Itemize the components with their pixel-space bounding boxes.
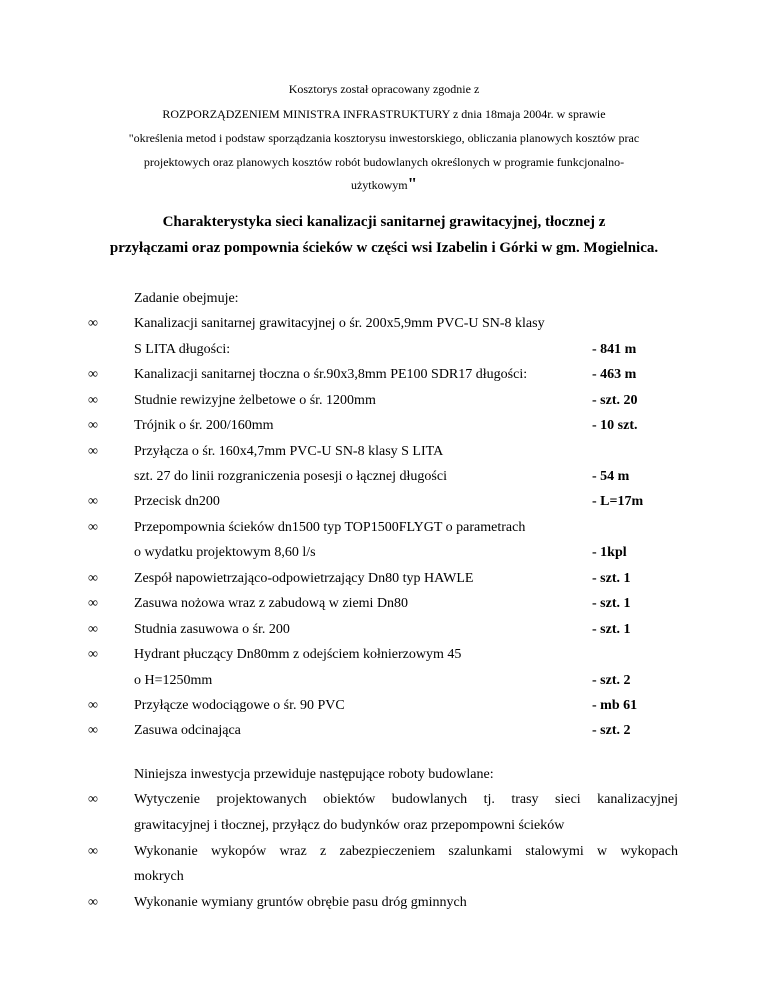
header-line-3: "określenia metod i podstaw sporządzania kosztorysu inwestorskiego, obliczania planowych kosztów prac: [128, 131, 640, 145]
bullet-icon: ∞: [88, 792, 98, 807]
closing-quote: ": [407, 174, 418, 193]
bullet-icon: ∞: [88, 367, 98, 382]
scope-item-text: Studnie rewizyjne żelbetowe o śr. 1200mm: [134, 393, 376, 408]
header-line-1: Kosztorys został opracowany zgodnie z: [288, 82, 480, 96]
scope-heading: Zadanie obejmuje:: [134, 291, 239, 306]
scope-item-value: - szt. 1: [592, 622, 631, 637]
scope-item-text-cont: o H=1250mm: [134, 673, 213, 688]
scope-item-text: Przyłącza o śr. 160x4,7mm PVC-U SN-8 klasy S LITA: [134, 444, 444, 459]
scope-item-text: Trójnik o śr. 200/160mm: [134, 418, 274, 433]
scope-item-text: Przepompownia ścieków dn1500 typ TOP1500FLYGT o parametrach: [134, 520, 526, 535]
scope-item-value: - szt. 2: [592, 673, 631, 688]
scope-item-text: Przecisk dn200: [134, 494, 220, 509]
scope-item-value: - 463 m: [592, 367, 637, 382]
bullet-icon: ∞: [88, 895, 98, 910]
header-line-5: [0, 174, 768, 194]
header-line-2: ROZPORZĄDZENIEM MINISTRA INFRASTRUKTURY z dnia 18maja 2004r. w sprawie: [162, 107, 606, 121]
scope-item-text: Kanalizacji sanitarnej grawitacyjnej o śr. 200x5,9mm PVC-U SN-8 klasy: [134, 316, 545, 331]
scope-item-value: - szt. 1: [592, 596, 631, 611]
bullet-icon: ∞: [88, 723, 98, 738]
works-heading: Niniejsza inwestycja przewiduje następujące roboty budowlane:: [134, 767, 494, 782]
scope-item-text: Studnia zasuwowa o śr. 200: [134, 622, 290, 637]
title-line-1: Charakterystyka sieci kanalizacji sanitarnej grawitacyjnej, tłocznej z: [162, 214, 606, 230]
bullet-icon: ∞: [88, 698, 98, 713]
title-line-2: przyłączami oraz pompownia ścieków w części wsi Izabelin i Górki w gm. Mogielnica.: [109, 240, 659, 256]
scope-item-text: Zasuwa nożowa wraz z zabudową w ziemi Dn80: [134, 596, 409, 611]
works-item-line: Wykonanie wykopów wraz z zabezpieczeniem szalunkami stalowymi w wykopach: [134, 844, 678, 859]
bullet-icon: ∞: [88, 520, 98, 535]
bullet-icon: ∞: [88, 844, 98, 859]
works-item-line: Wykonanie wymiany gruntów obrębie pasu dróg gminnych: [134, 895, 467, 910]
scope-item-text: Kanalizacji sanitarnej tłoczna o śr.90x3,8mm PE100 SDR17 długości:: [134, 367, 528, 382]
scope-item-text: Hydrant płuczący Dn80mm z odejściem kołnierzowym 45: [134, 647, 462, 662]
bullet-icon: ∞: [88, 393, 98, 408]
scope-item-text-cont: szt. 27 do linii rozgraniczenia posesji o łącznej długości: [134, 469, 447, 484]
scope-item-text-cont: S LITA długości:: [134, 342, 231, 357]
works-item-line-cont: mokrych: [134, 869, 184, 884]
scope-item-value: - szt. 1: [592, 571, 631, 586]
scope-item-text-cont: o wydatku projektowym 8,60 l/s: [134, 545, 316, 560]
scope-item-value: - 10 szt.: [592, 418, 638, 433]
bullet-icon: ∞: [88, 494, 98, 509]
bullet-icon: ∞: [88, 647, 98, 662]
scope-item-text: Przyłącze wodociągowe o śr. 90 PVC: [134, 698, 345, 713]
works-item-line: Wytyczenie projektowanych obiektów budowlanych tj. trasy sieci kanalizacyjnej: [134, 792, 678, 807]
works-item-line-cont: grawitacyjnej i tłocznej, przyłącz do budynków oraz przepompowni ścieków: [134, 818, 565, 833]
header-line-5-text: użytkowym: [350, 178, 408, 192]
scope-item-value: - mb 61: [592, 698, 638, 713]
scope-item-value: - L=17m: [592, 494, 644, 509]
scope-item-text: Zespół napowietrzająco-odpowietrzający Dn80 typ HAWLE: [134, 571, 474, 586]
header-line-4: projektowych oraz planowych kosztów robót budowlanych określonych w programie funkcjonalno-: [143, 155, 625, 169]
bullet-icon: ∞: [88, 444, 98, 459]
scope-item-value: - szt. 2: [592, 723, 631, 738]
scope-item-value: - 54 m: [592, 469, 630, 484]
bullet-icon: ∞: [88, 596, 98, 611]
bullet-icon: ∞: [88, 622, 98, 637]
bullet-icon: ∞: [88, 571, 98, 586]
bullet-icon: ∞: [88, 418, 98, 433]
scope-item-text: Zasuwa odcinająca: [134, 723, 241, 738]
scope-item-value: - 841 m: [592, 342, 637, 357]
scope-item-value: - 1kpl: [592, 545, 627, 560]
scope-item-value: - szt. 20: [592, 393, 638, 408]
bullet-icon: ∞: [88, 316, 98, 331]
